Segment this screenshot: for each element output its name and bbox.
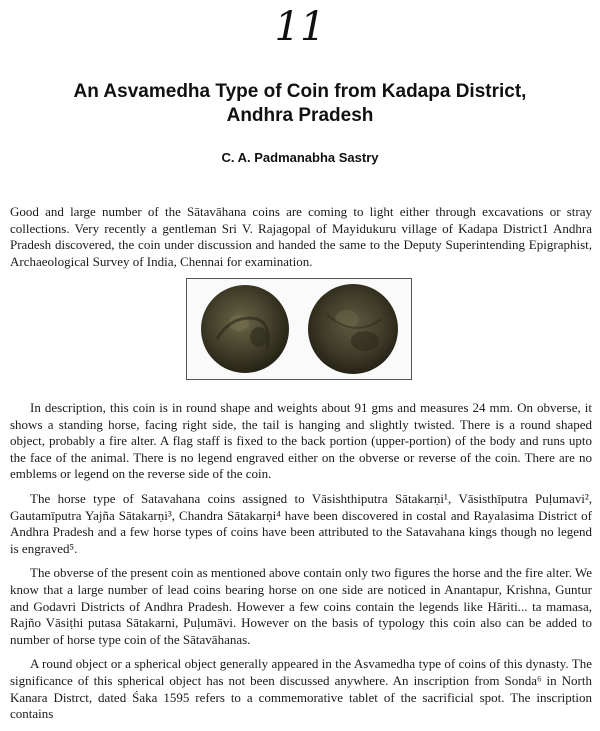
coin-photo-icon xyxy=(187,279,411,379)
article-author: C. A. Padmanabha Sastry xyxy=(221,150,379,165)
article-title-line-2: Andhra Pradesh xyxy=(226,105,374,126)
chapter-number: 11 xyxy=(274,4,326,50)
coin-reverse xyxy=(308,284,398,374)
body-paragraph-4: A round object or a spherical object generally appeared in the Asvamedha type of coins of this dynasty. The significance of this spherical object has not been discussed anywhere. An inscription from Sonda⁶ in North Kanara Distrct, dated Śaka 1595 refers to a commemorative tablet of the sacrificial spot. The inscription contains xyxy=(10,656,592,722)
intro-section xyxy=(10,204,592,278)
body-paragraph-2: The horse type of Satavahana coins assigned to Vāsishthiputra Sātakarṇi¹, Vāsisthīputra Puḷumavi², Gautamīputra Yajña Sātakarṇi³, Chandra Sātakarṇi⁴ have been discovered in costal and Rayalasima District of Andhra Pradesh and a few horse types of coins have been attributed to the Satavahana kings though no legend is engraved⁵. xyxy=(10,490,592,556)
body-paragraph-3: The obverse of the present coin as mentioned above contain only two figures the horse and the fire alter. We know that a large number of lead coins bearing horse on one side are noticed in Anantapur, Krishna, Guntur and Godavri Districts of Andhra Pradesh. However a few coins contain the legends like Hāriti... ta mamasa, Rajño Vāsiṭhi putasa Sātakarni, Puḷumāvi. However on the basis of typology this coin also can be added to number of horse type coin of the Sātavāhanas. xyxy=(10,565,592,647)
coin-figure xyxy=(186,278,412,380)
coin-obverse xyxy=(201,285,289,373)
body-paragraph-1: In description, this coin is in round shape and weights about 91 gms and measures 24 mm. On obverse, it shows a standing horse, facing right side, the tail is hanging and slightly twisted. There is a round shaped object, probably a fire alter. A flag staff is fixed to the back portion (upper-portion) of the body and runs upto the face of the animal. There is no legend engraved either on the obverse or reverse of the coin. There are no emblems or legend on the reverse side of the coin. xyxy=(10,400,592,482)
article-title-line-1: An Asvamedha Type of Coin from Kadapa District, xyxy=(73,81,527,102)
intro-paragraph: Good and large number of the Sātavāhana coins are coming to light either through excavations or stray collections. Very recently a gentleman Sri V. Rajagopal of Mayidukuru village of Kadapa District1 Andhra Pradesh discovered, the coin under discussion and handed the same to the Deputy Superintending Epigraphist, Archaeological Survey of India, Chennai for examination. xyxy=(10,204,592,269)
body-section xyxy=(10,400,592,731)
article-title xyxy=(20,80,580,128)
